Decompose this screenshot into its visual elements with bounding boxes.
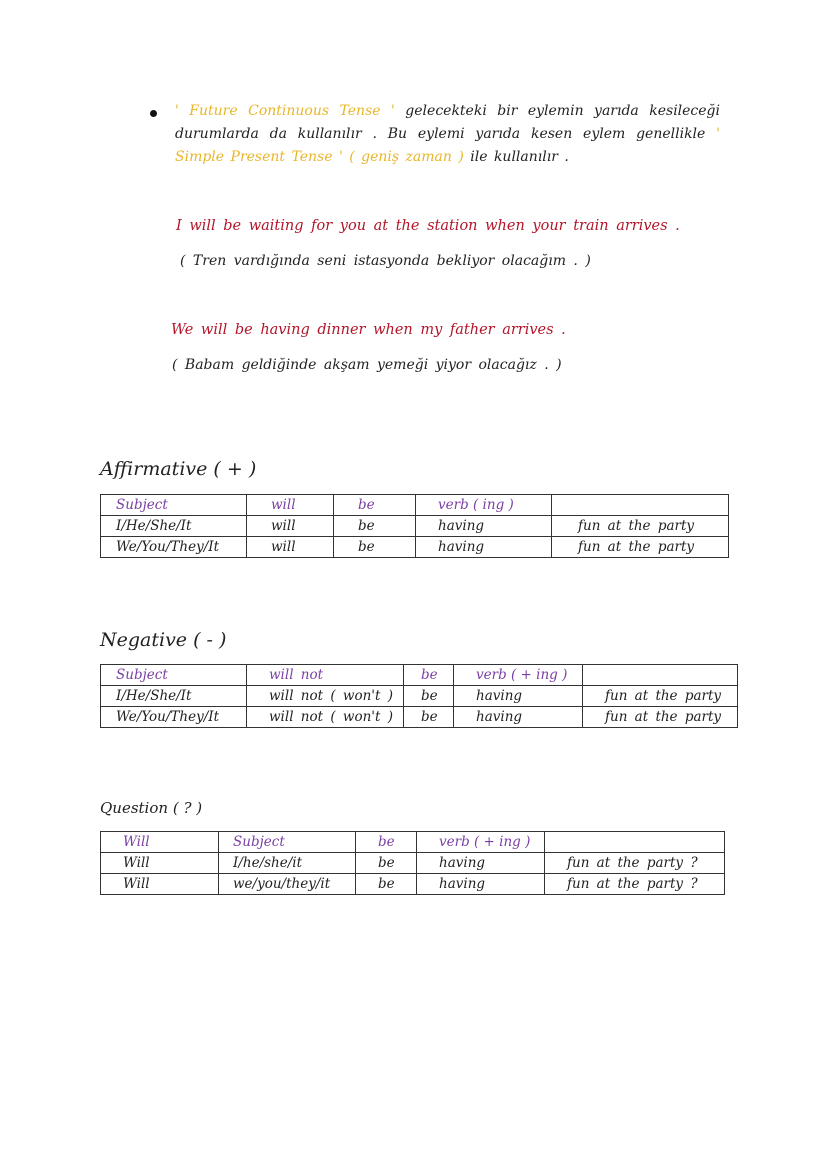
affirmative-heading: Affirmative ( + ) bbox=[100, 458, 257, 480]
table-cell: be bbox=[404, 686, 454, 707]
header-cell: Subject bbox=[101, 665, 247, 686]
table-cell: will bbox=[247, 537, 334, 558]
example-translation-1: ( Tren vardığında seni istasyonda bekliyor olacağım . ) bbox=[180, 253, 591, 269]
table-cell: Will bbox=[101, 853, 219, 874]
table-cell: We/You/They/It bbox=[101, 537, 247, 558]
table-cell: having bbox=[454, 686, 583, 707]
table-header-row bbox=[101, 495, 729, 516]
table-header-row bbox=[101, 665, 738, 686]
header-cell: be bbox=[356, 832, 417, 853]
intro-text: gelecekteki bir eylemin yarıda kesileceği durumlarda da kullanılır . Bu eylemi yarıda kesen eylem genellikle bbox=[175, 103, 720, 142]
table-cell: will not ( won't ) bbox=[247, 707, 404, 728]
table-cell: We/You/They/It bbox=[101, 707, 247, 728]
question-table bbox=[100, 831, 725, 895]
table-cell: Will bbox=[101, 874, 219, 895]
header-cell bbox=[583, 665, 738, 686]
table-row bbox=[101, 853, 725, 874]
table-cell: be bbox=[334, 537, 416, 558]
table-row bbox=[101, 707, 738, 728]
table-row bbox=[101, 537, 729, 558]
table-cell: having bbox=[416, 537, 552, 558]
table-cell: having bbox=[417, 874, 545, 895]
table-cell: having bbox=[417, 853, 545, 874]
table-cell: be bbox=[356, 853, 417, 874]
intro-ending: ile kullanılır . bbox=[463, 149, 569, 165]
header-cell: Subject bbox=[219, 832, 356, 853]
table-row bbox=[101, 686, 738, 707]
table-cell: fun at the party bbox=[552, 516, 729, 537]
header-cell bbox=[545, 832, 725, 853]
table-cell: fun at the party bbox=[552, 537, 729, 558]
header-cell: verb ( + ing ) bbox=[454, 665, 583, 686]
header-cell: Will bbox=[101, 832, 219, 853]
table-cell: having bbox=[454, 707, 583, 728]
negative-table bbox=[100, 664, 738, 728]
affirmative-table bbox=[100, 494, 729, 558]
header-cell bbox=[552, 495, 729, 516]
table-cell: fun at the party bbox=[583, 707, 738, 728]
example-sentence-2: We will be having dinner when my father arrives . bbox=[171, 322, 566, 338]
table-cell: having bbox=[416, 516, 552, 537]
header-cell: will bbox=[247, 495, 334, 516]
table-cell: I/He/She/It bbox=[101, 686, 247, 707]
table-cell: we/you/they/it bbox=[219, 874, 356, 895]
table-cell: be bbox=[404, 707, 454, 728]
intro-paragraph bbox=[175, 100, 720, 169]
table-row bbox=[101, 516, 729, 537]
table-cell: fun at the party ? bbox=[545, 874, 725, 895]
table-row bbox=[101, 874, 725, 895]
table-cell: be bbox=[356, 874, 417, 895]
header-cell: be bbox=[334, 495, 416, 516]
simple-present-name: ' Simple Present Tense ' ( geniş zaman ) bbox=[175, 126, 720, 165]
example-sentence-1: I will be waiting for you at the station when your train arrives . bbox=[176, 218, 680, 234]
table-cell: be bbox=[334, 516, 416, 537]
tense-name: ' Future Continuous Tense ' bbox=[175, 103, 395, 119]
table-cell: will bbox=[247, 516, 334, 537]
example-translation-2: ( Babam geldiğinde akşam yemeği yiyor olacağız . ) bbox=[172, 357, 562, 373]
negative-heading: Negative ( - ) bbox=[100, 629, 227, 651]
table-cell: fun at the party ? bbox=[545, 853, 725, 874]
header-cell: will not bbox=[247, 665, 404, 686]
header-cell: verb ( ing ) bbox=[416, 495, 552, 516]
bullet-icon bbox=[150, 110, 157, 117]
table-cell: fun at the party bbox=[583, 686, 738, 707]
table-header-row bbox=[101, 832, 725, 853]
table-cell: will not ( won't ) bbox=[247, 686, 404, 707]
question-heading: Question ( ? ) bbox=[100, 799, 203, 817]
table-cell: I/He/She/It bbox=[101, 516, 247, 537]
header-cell: be bbox=[404, 665, 454, 686]
header-cell: verb ( + ing ) bbox=[417, 832, 545, 853]
header-cell: Subject bbox=[101, 495, 247, 516]
table-cell: I/he/she/it bbox=[219, 853, 356, 874]
